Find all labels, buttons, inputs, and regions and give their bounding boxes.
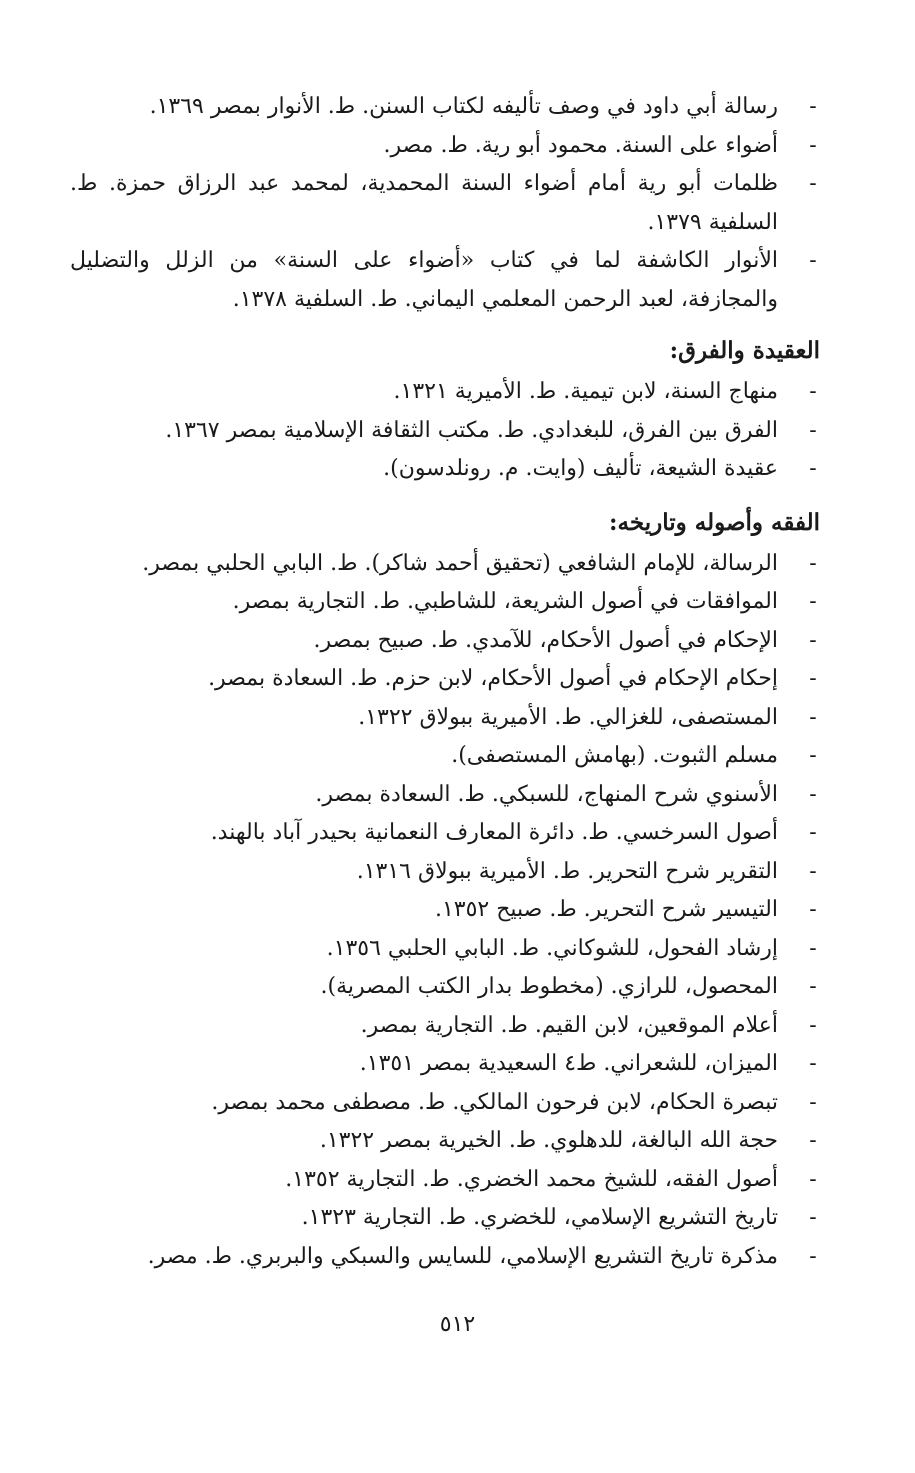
list-item-text: التقرير شرح التحرير. ط. الأميرية ببولاق ١٣١٦. [356,858,778,884]
list-item-text: تبصرة الحكام، لابن فرحون المالكي. ط. مصطفى محمد بمصر. [211,1089,778,1115]
list-item [70,660,820,699]
list-item-text: الإحكام في أصول الأحكام، للآمدي. ط. صبيح بمصر. [313,627,778,653]
list-item [70,1161,820,1200]
list-item [70,1238,820,1277]
list-item [70,622,820,661]
bullet-dash: - [809,379,817,404]
list-item [70,1007,820,1046]
bullet-dash: - [809,94,817,119]
bullet-dash: - [809,417,817,443]
bullet-dash: - [809,704,817,730]
bullet-dash: - [809,897,817,922]
list-item [70,1199,820,1238]
bullet-dash: - [809,820,817,845]
list-item-text: تاريخ التشريع الإسلامي، للخضري. ط. التجارية ١٣٢٣. [301,1205,778,1230]
bullet-dash: - [809,1166,817,1192]
bullet-dash: - [809,1205,817,1230]
list-item [70,412,820,451]
bibliography-list-fiqh [70,545,820,1277]
list-item-text: الفرق بين الفرق، للبغدادي. ط. مكتب الثقافة الإسلامية بمصر ١٣٦٧. [165,417,778,443]
bullet-dash: - [809,1051,817,1076]
bullet-dash: - [809,1089,817,1115]
list-item [70,127,820,166]
list-item [70,968,820,1007]
section-heading-fiqh: الفقه وأصوله وتاريخه: [609,508,820,536]
list-item [70,1084,820,1123]
list-item [70,891,820,930]
bullet-dash: - [809,1243,817,1269]
list-item-text: رسالة أبي داود في وصف تأليفه لكتاب السنن. ط. الأنوار بمصر ١٣٦٩. [149,94,778,119]
bullet-dash: - [809,1128,817,1153]
list-item [70,583,820,622]
list-item [70,545,820,584]
bullet-dash: - [809,627,817,653]
list-item [70,737,820,776]
list-item-text: التيسير شرح التحرير. ط. صبيح ١٣٥٢. [434,897,778,922]
list-item [70,853,820,892]
list-item [70,1045,820,1084]
list-item [70,165,820,242]
bullet-dash: - [809,743,817,768]
list-item-text: إحكام الإحكام في أصول الأحكام، لابن حزم. ط. السعادة بمصر. [208,666,778,691]
bullet-dash: - [809,550,817,576]
list-item-text: المستصفى، للغزالي. ط. الأميرية ببولاق ١٣٢٢. [358,704,778,730]
list-item-text: الميزان، للشعراني. ط٤ السعيدية بمصر ١٣٥١. [359,1051,778,1076]
bullet-dash: - [809,456,817,481]
bullet-dash: - [809,132,817,158]
bullet-dash: - [809,589,817,614]
list-item-text: حجة الله البالغة، للدهلوي. ط. الخيرية بمصر ١٣٢٢. [319,1128,778,1153]
list-item [70,373,820,412]
list-item-text: أعلام الموقعين، لابن القيم. ط. التجارية بمصر. [360,1012,778,1038]
list-item-text: ظلمات أبو رية أمام أضواء السنة المحمدية، لمحمد عبد الرزاق حمزة. ط. السلفية ١٣٧٩. [70,171,778,235]
list-item [70,242,820,319]
list-item-text: أصول الفقه، للشيخ محمد الخضري. ط. التجارية ١٣٥٢. [285,1166,778,1192]
bullet-dash: - [809,248,817,273]
list-item [70,814,820,853]
list-item-text: مسلم الثبوت. (بهامش المستصفى). [451,743,778,768]
bullet-dash: - [809,781,817,807]
bullet-dash: - [809,974,817,999]
list-item [70,1122,820,1161]
list-item-text: المحصول، للرازي. (مخطوط بدار الكتب المصرية). [320,974,778,999]
section-heading-aqeeda: العقيدة والفرق: [669,337,820,364]
bibliography-list-top [70,88,820,319]
bullet-dash: - [809,1012,817,1038]
list-item-text: مذكرة تاريخ التشريع الإسلامي، للسايس والسبكي والبربري. ط. مصر. [147,1243,778,1269]
list-item [70,930,820,969]
list-item [70,699,820,738]
bibliography-list-aqeeda [70,373,820,489]
list-item-text: الرسالة، للإمام الشافعي (تحقيق أحمد شاكر). ط. البابي الحلبي بمصر. [142,550,778,576]
list-item [70,776,820,815]
list-item [70,88,820,127]
bullet-dash: - [809,666,817,691]
list-item-text: الأسنوي شرح المنهاج، للسبكي. ط. السعادة بمصر. [315,781,778,807]
bullet-dash: - [809,858,817,884]
bullet-dash: - [809,171,817,196]
list-item-text: أضواء على السنة. محمود أبو رية. ط. مصر. [383,132,778,158]
list-item-text: إرشاد الفحول، للشوكاني. ط. البابي الحلبي ١٣٥٦. [326,935,778,961]
document-page [70,88,820,1276]
list-item-text: عقيدة الشيعة، تأليف (وايت. م. رونلدسون). [383,456,778,481]
list-item-text: الأنوار الكاشفة لما في كتاب «أضواء على السنة» من الزلل والتضليل والمجازفة، لعبد الرحمن المعلمي اليماني. ط. السلفية ١٣٧٨. [70,248,778,312]
bullet-dash: - [809,935,817,961]
list-item-text: منهاج السنة، لابن تيمية. ط. الأميرية ١٣٢١. [393,379,778,404]
page-number: ٥١٢ [439,1312,476,1337]
list-item [70,450,820,489]
list-item-text: أصول السرخسي. ط. دائرة المعارف النعمانية بحيدر آباد بالهند. [210,820,778,845]
list-item-text: الموافقات في أصول الشريعة، للشاطبي. ط. التجارية بمصر. [232,589,778,614]
